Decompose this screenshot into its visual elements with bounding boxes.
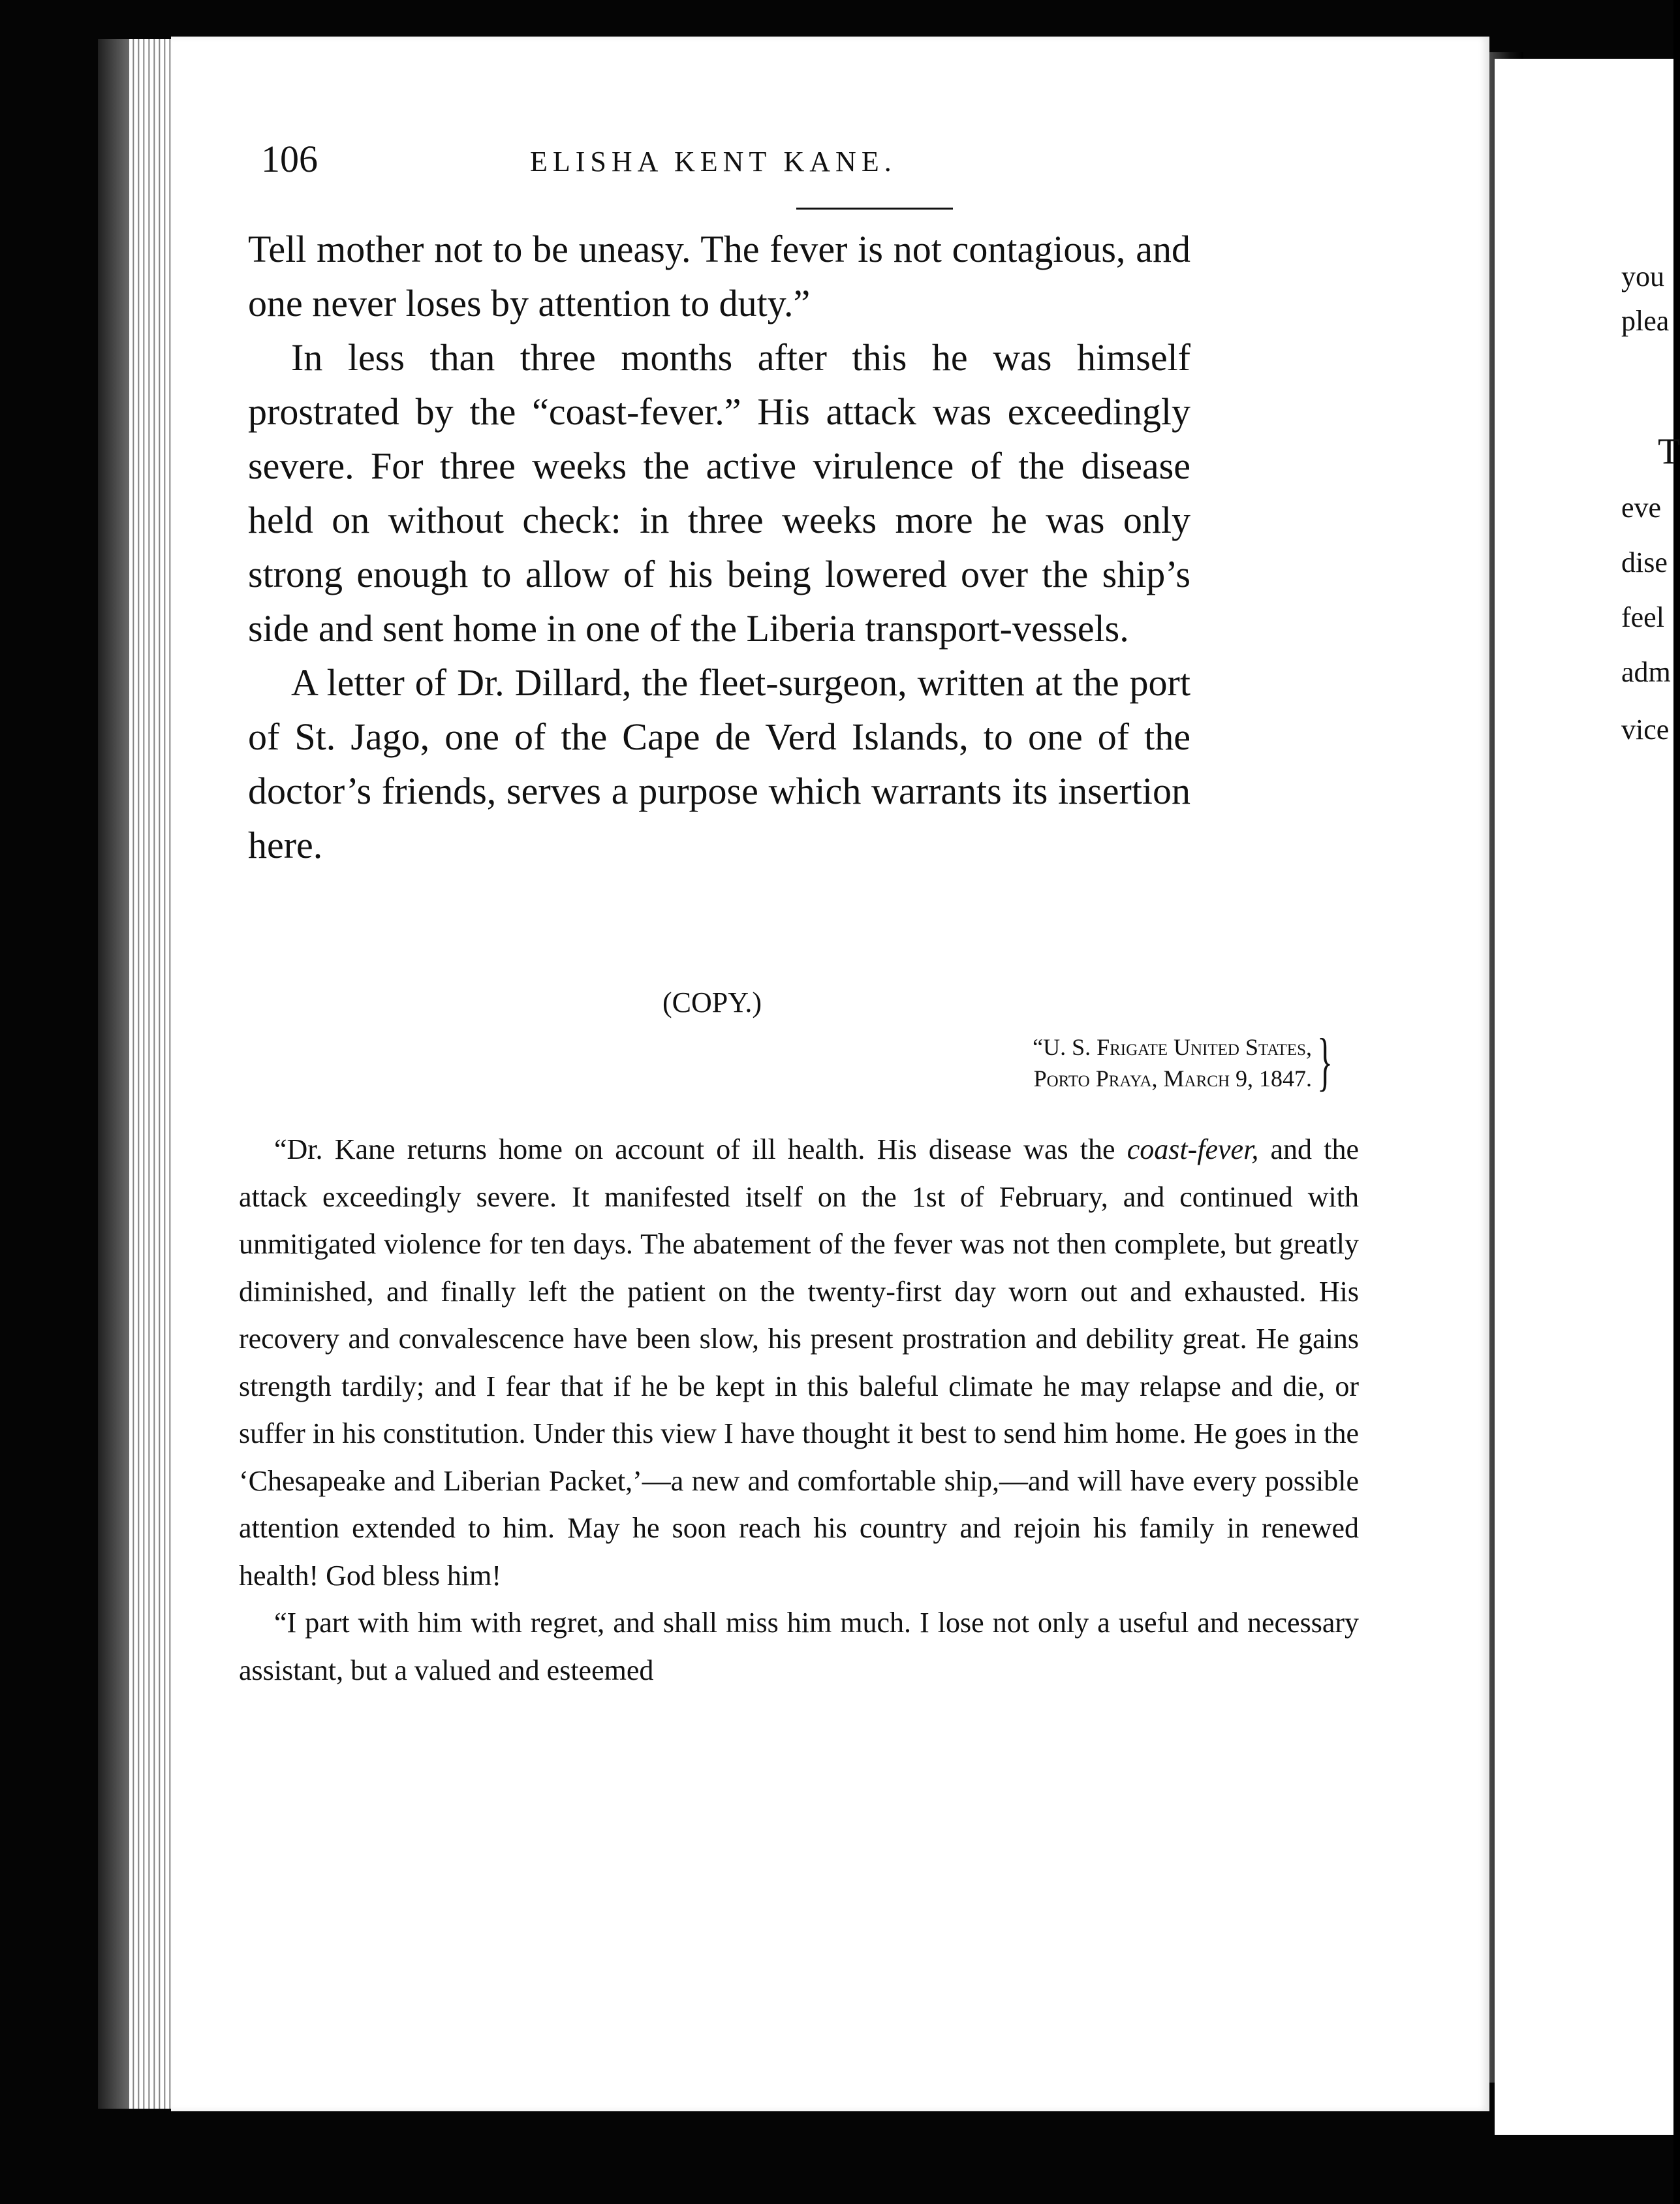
facing-page-fragment: you <box>1621 260 1664 292</box>
facing-page-fragment: eve <box>1621 492 1662 524</box>
facing-page <box>1495 59 1673 2135</box>
paragraph: Tell mother not to be uneasy. The fever is not contagious, and one never loses by attention to duty.” <box>248 228 1190 324</box>
paragraph: A letter of Dr. Dillard, the fleet-surgeon, written at the port of St. Jago, one of the Cape de Verd Islands, to one of the doctor’s friends, serves a purpose which warrants its insertion here. <box>248 661 1190 866</box>
letter-paragraph <box>239 1126 1359 1599</box>
letter-text <box>239 1126 1359 1694</box>
letter-paragraph: “I part with him with regret, and shall miss him much. I lose not only a useful and necessary assistant, but a valued and esteemed <box>239 1607 1359 1686</box>
facing-page-fragment: T <box>1658 432 1680 472</box>
letter-text-run: and the attack exceedingly severe. It manifested itself on the 1st of February, and continued with unmitigated violence for ten days. The abatement of the fever was not then complete, but greatly diminished, and finally left the patient on the twenty-first day worn out and exhausted. His recovery and convalescence have been slow, his present prostration and debility great. He gains strength tardily; and I fear that if he be kept in this baleful climate he may relapse and die, or suffer in his constitution. Under this view I have thought it best to send him home. He goes in the ‘Chesapeake and Liberian Packet,’—a new and comfortable ship,—and will have every possible attention extended to him. May he soon reach his country and rejoin his family in renewed health! God bless him! <box>239 1133 1359 1592</box>
dateline-line: “U. S. Frigate United States, <box>1033 1034 1312 1060</box>
facing-page-fragment: vice <box>1621 714 1670 746</box>
letter-dateline <box>724 1031 1312 1094</box>
italic-term: coast-fever, <box>1127 1133 1259 1165</box>
facing-page-fragment: feel <box>1621 601 1664 633</box>
letter-text-run: “Dr. Kane returns home on account of ill health. His disease was the <box>274 1133 1127 1165</box>
page-number: 106 <box>261 138 318 180</box>
facing-page-fragment: dise <box>1621 546 1668 578</box>
copy-label: (COPY.) <box>662 986 762 1018</box>
narrative-text <box>248 222 1190 872</box>
facing-page-fragment: plea <box>1621 305 1670 337</box>
header-rule <box>796 208 953 210</box>
running-title: ELISHA KENT KANE. <box>530 146 897 178</box>
facing-page-fragment: adm <box>1621 656 1671 688</box>
dateline-line: Porto Praya, March 9, 1847. <box>1033 1065 1312 1092</box>
running-head <box>0 137 1673 183</box>
paragraph: In less than three months after this he was himself prostrated by the “coast-fever.” His attack was exceedingly severe. For three weeks the active virulence of the disease held on without check: in three weeks more he was only strong enough to allow of his being lowered over the ship’s side and sent home in one of the Liberia transport-vessels. <box>248 336 1190 650</box>
page-stack-edge <box>98 39 176 2109</box>
brace-mark: } <box>1317 1025 1333 1097</box>
